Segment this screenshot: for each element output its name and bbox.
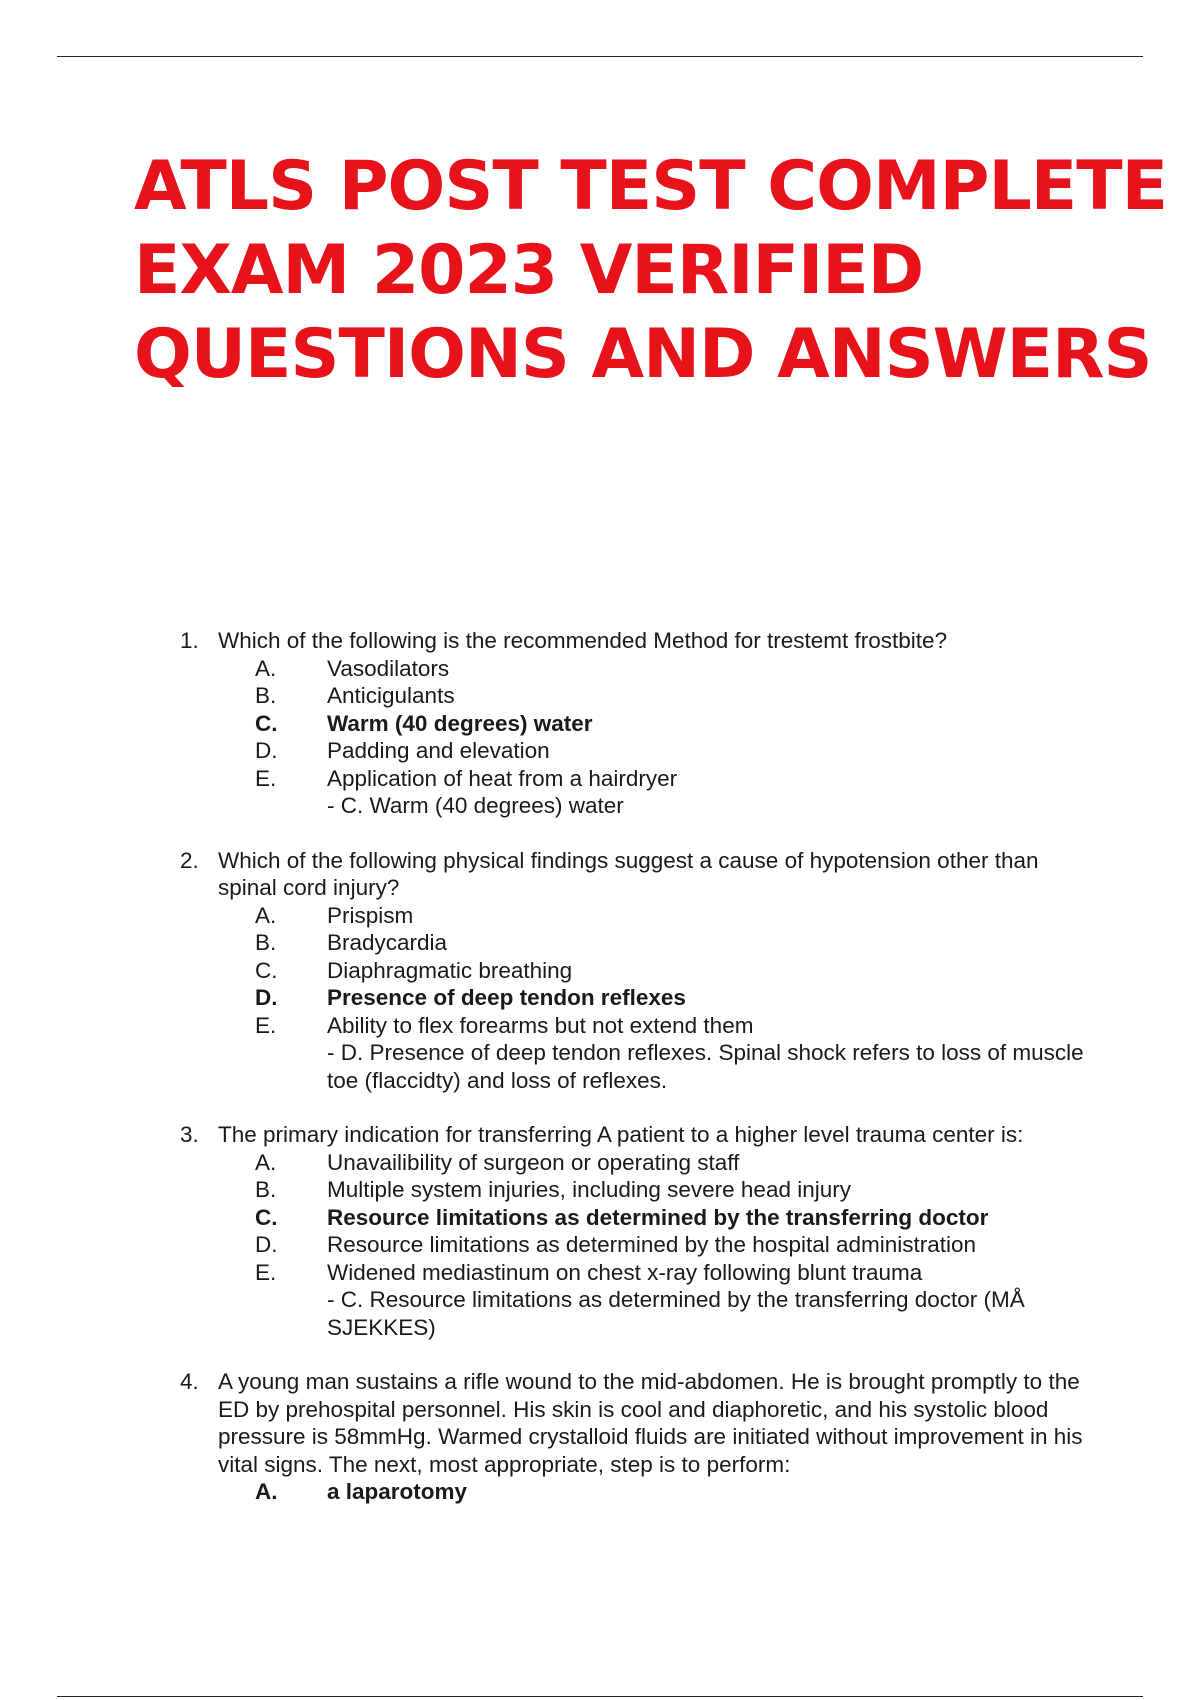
answer-option [180,1149,1100,1177]
question-number: 2. [180,847,199,873]
question-stem [180,847,1100,902]
option-text: Unavailibility of surgeon or operating staff [327,1149,740,1175]
option-letter: D. [255,985,278,1010]
option-text: Multiple system injuries, including severe head injury [327,1177,851,1202]
option-text: Widened mediastinum on chest x-ray following blunt trauma [327,1259,923,1285]
option-letter: B. [255,1177,277,1202]
option-text: Presence of deep tendon reflexes [327,985,686,1010]
option-text: Prispism [327,902,414,928]
question-item [180,847,1100,1095]
option-letter: B. [255,683,277,708]
question-text: A young man sustains a rifle wound to the mid-abdomen. He is brought promptly to the ED by prehospital personnel. His skin is cool and diaphoretic, and his systolic blood pressure is 58mmHg. Warmed crystalloid fluids are initiated without improvement in his vital signs. The next, most appropriate, step is to perform: [218,1369,1083,1477]
option-text: Bradycardia [327,930,448,955]
option-text: Resource limitations as determined by the hospital administration [327,1232,977,1257]
answer-option [180,1012,1100,1040]
question-text: The primary indication for transferring A patient to a higher level trauma center is: [218,1122,1024,1147]
question-item [180,1368,1100,1506]
option-text: Application of heat from a hairdryer [327,765,678,791]
question-number: 1. [180,628,199,653]
correct-option [180,1478,1100,1506]
option-text: Padding and elevation [327,738,550,763]
option-letter: A. [255,902,277,928]
answer-option [180,957,1100,985]
question-text: Which of the following is the recommended Method for trestemt frostbite? [218,628,948,653]
answer-option [180,902,1100,930]
footer-rule [57,1696,1143,1697]
answer-explanation: - D. Presence of deep tendon reflexes. Spinal shock refers to loss of muscle toe (flaccidty) and loss of reflexes. [327,1040,1084,1093]
option-text: Resource limitations as determined by the transferring doctor [327,1204,989,1230]
option-text: Vasodilators [327,655,450,681]
question-stem [180,1121,1100,1149]
answer-option [180,682,1100,710]
option-letter: A. [255,1479,278,1504]
option-letter: C. [255,710,278,736]
answer-option [180,765,1100,793]
option-letter: D. [255,738,278,763]
correct-option [180,710,1100,738]
option-text: Diaphragmatic breathing [327,957,573,983]
question-item [180,1121,1100,1341]
option-text: Ability to flex forearms but not extend them [327,1012,754,1038]
title-line-3: QUESTIONS AND ANSWERS [134,315,1152,394]
title-line-2: EXAM 2023 VERIFIED [134,231,924,310]
option-letter: C. [255,1204,278,1230]
answer-option [180,1259,1100,1287]
option-letter: B. [255,930,277,955]
option-text: Warm (40 degrees) water [327,710,593,736]
header-rule [57,56,1143,57]
answer-explanation: - C. Resource limitations as determined by the transferring doctor (MÅ SJEKKES) [327,1287,1025,1340]
option-letter: A. [255,1149,277,1175]
answer-explanation: - C. Warm (40 degrees) water [327,793,624,818]
question-item [180,627,1100,820]
option-letter: A. [255,655,277,681]
option-text: Anticigulants [327,683,455,708]
answer-option [180,737,1100,765]
correct-option [180,1204,1100,1232]
question-number: 4. [180,1369,199,1394]
option-letter: E. [255,765,277,791]
document-title [134,145,1168,397]
option-letter: D. [255,1232,278,1257]
title-line-1: ATLS POST TEST COMPLETE [134,147,1168,226]
answer-option [180,655,1100,683]
question-stem [180,1368,1100,1478]
option-letter: C. [255,957,278,983]
correct-option [180,984,1100,1012]
question-text: Which of the following physical findings suggest a cause of hypotension other than spinal cord injury? [218,847,1039,900]
option-letter: E. [255,1259,277,1285]
question-list [180,627,1100,1533]
option-letter: E. [255,1012,277,1038]
question-number: 3. [180,1122,199,1147]
question-stem [180,627,1100,655]
answer-option [180,1231,1100,1259]
answer-option [180,929,1100,957]
option-text: a laparotomy [327,1479,468,1504]
answer-option [180,1176,1100,1204]
